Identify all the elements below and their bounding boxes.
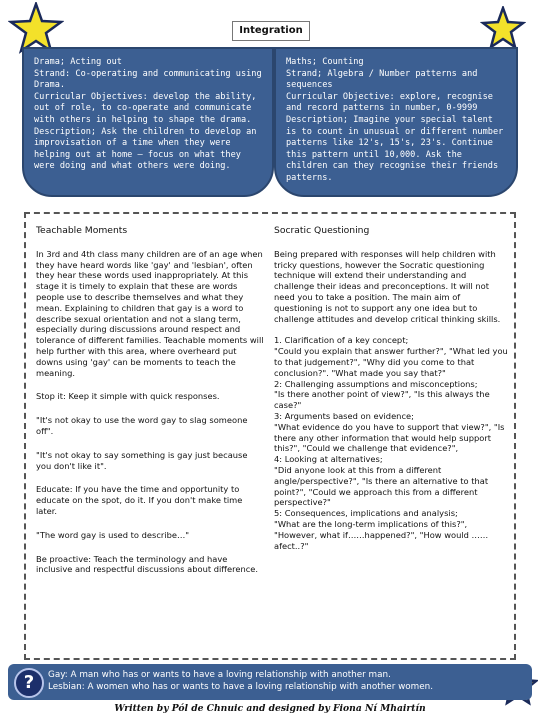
drama-title: Drama; Acting out — [34, 57, 122, 67]
drama-objectives: Curricular Objectives: develop the ability, out of role, to co-operate and communicate with others in helping to shape the drama. — [34, 91, 257, 125]
maths-panel — [274, 47, 518, 197]
drama-strand: Strand: Co-operating and communicating using Drama. — [34, 68, 262, 91]
maths-strand: Strand; Algebra / Number patterns and sequences — [286, 68, 478, 91]
proactive-text: Be proactive: Teach the terminology and have inclusive and respectful discussions about difference. — [36, 553, 259, 575]
quote-dont-like: "It's not okay to say something is gay just because you don't like it". — [36, 449, 248, 471]
question-icon: ? — [14, 668, 44, 698]
definition-lesbian: Lesbian: A women who has or wants to have a loving relationship with another women. — [48, 682, 434, 692]
socratic-item: "What evidence do you have to support that view?", "Is there any other information that would help support this?", "Could we challenge that evidence?", — [274, 421, 505, 454]
socratic-item: 5: Consequences, implications and analysis; — [274, 508, 458, 519]
stop-it-text: Stop it: Keep it simple with quick responses. — [36, 391, 220, 402]
drama-description: Description; Ask the children to develop an improvisation of a time when they were helping out at home – focus on what they were doing and what others were doing. — [34, 126, 257, 172]
drama-panel — [22, 47, 274, 197]
teachable-intro: In 3rd and 4th class many children are of an age when they have heard words like 'gay' and 'lesbian', often they hear these words used inappropriately. At this stage it is timely to explain that these are words people use to describe themselves and what they mean. Explaining to children that gay is a word to describe sexual orientation and not a slang term, especially during discussions around respect and tolerance of different families. Teachable moments will help further with this area, where overheard put downs using 'gay' can be moments to teach the meaning. — [36, 248, 264, 378]
socratic-item: 2: Challenging assumptions and misconceptions; — [274, 378, 478, 389]
maths-description: Description; Imagine your special talent is to count in unusual or different number patterns like 12's, 15's, 23's. Continue this pattern until 10,000. Ask the children can they recognise their friends patterns. — [286, 114, 504, 183]
definitions-bar — [8, 664, 532, 700]
educate-text: Educate: If you have the time and opportunity to educate on the spot, do it. If you don't make time later. — [36, 484, 243, 516]
main-content-box — [24, 212, 516, 660]
teachable-heading: Teachable Moments — [36, 225, 128, 236]
socratic-column — [274, 226, 508, 551]
socratic-intro: Being prepared with responses will help children with tricky questions, however the Socratic questioning technique will extend their understanding and challenge their ideas and preconceptions. It will not need you to take a position. The main aim of questioning is not to support any one idea but to challenge attitudes and develop critical thinking skills. — [274, 248, 501, 324]
quote-describe: "The word gay is used to describe…" — [36, 529, 190, 540]
maths-objective: Curricular Objective: explore, recognise and record patterns in number, 0-9999 — [286, 91, 493, 114]
star-icon — [480, 6, 526, 50]
socratic-item: 3: Arguments based on evidence; — [274, 410, 414, 421]
definitions — [48, 669, 518, 693]
socratic-item: "Is there another point of view?", "Is this always the case?" — [274, 389, 490, 411]
credits: Written by Pól de Chnuic and designed by Fiona Ní Mhairtín — [114, 703, 426, 714]
socratic-item: "Could you explain that answer further?", "What led you to that judgement?", "Why did you come to that conclusion?". "What made you say that?" — [274, 346, 508, 378]
socratic-heading: Socratic Questioning — [274, 225, 370, 236]
socratic-item: 4: Looking at alternatives; — [274, 454, 383, 465]
teachable-moments-column — [36, 226, 264, 575]
socratic-item: 1. Clarification of a key concept; — [274, 335, 409, 346]
maths-title: Maths; Counting — [286, 57, 364, 67]
definition-gay: Gay: A man who has or wants to have a loving relationship with another man. — [48, 670, 391, 680]
quote-slag: "It's not okay to use the word gay to slag someone off". — [36, 415, 248, 436]
socratic-item: "Did anyone look at this from a different angle/perspective?", "Is there an alternative to that point?", "Could we approach this from a different perspective?" — [274, 464, 489, 508]
socratic-item: "What are the long-term implications of this?", "However, what if……happened?", "How would ……afect..?" — [274, 518, 489, 551]
page-title: Integration — [232, 21, 310, 41]
